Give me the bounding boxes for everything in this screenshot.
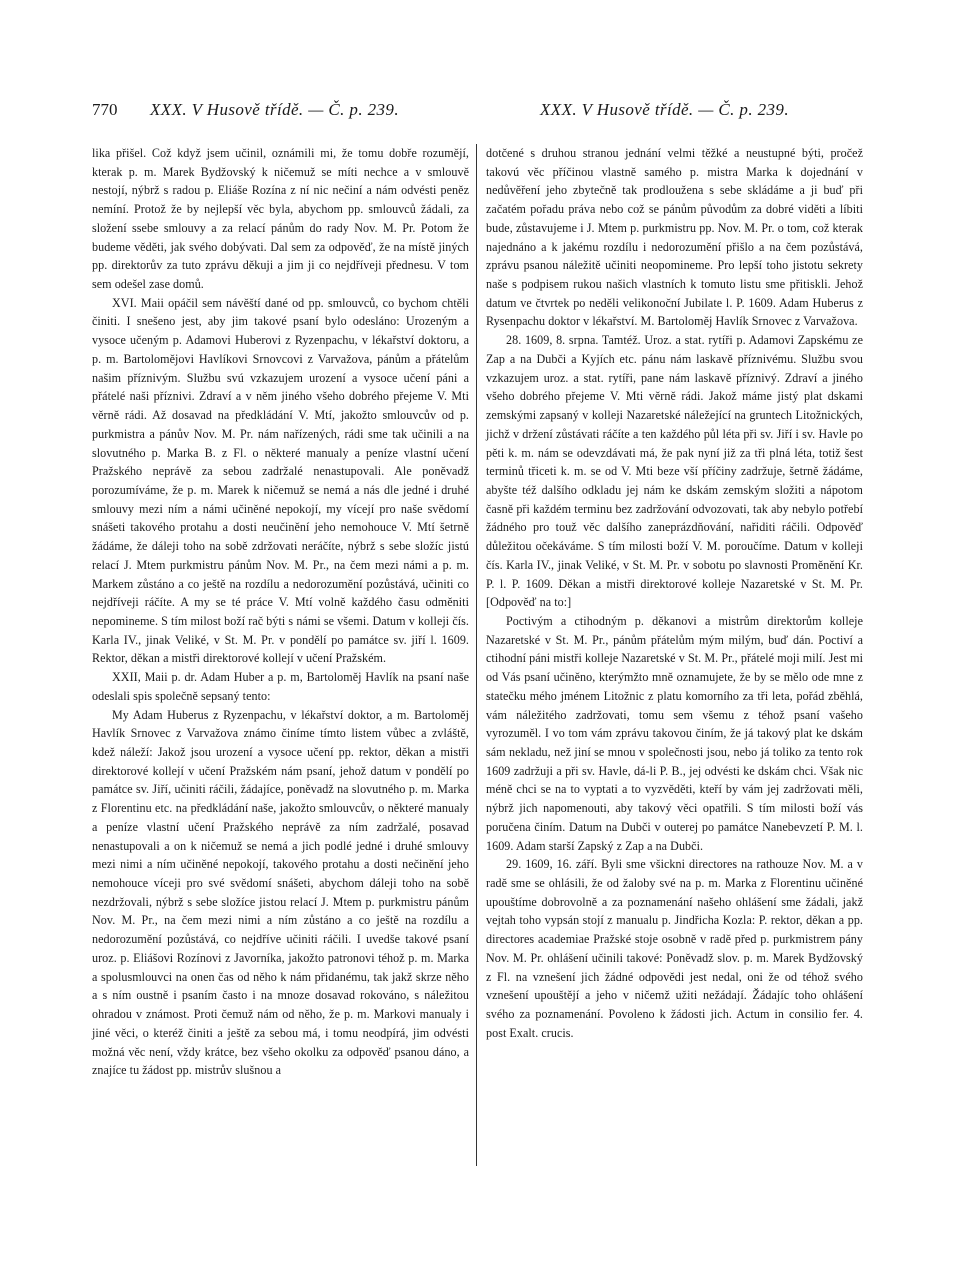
paragraph: 29. 1609, 16. září. Byli sme všickni directores na rathouze Nov. M. a v radě sme se ohlásili, že od žaloby své na p. m. Marka z Florentinu učiněné upouštíme dobrovolně a za poznamenání našeho ohlášení sme žádali, jakž vejtah toho vypsán stojí z manualu p. Jindřicha Kozla: P. rektor, děkan a pp. directores academiae Pražské stoje osobně v radě před p. purkmistrem pány Nov. M. Pr. ohlášení učinili takové: Poněvadž slov. p. m. Marek Bydžovský z Fl. na vznešení jich žádné odpovědi jest nedal, oni že od téhož svého vznešení upouštějí a jeho v ničemž užiti nežádají. Žádajíc toho ohlášení svého za poznamenání. Povoleno k žádosti jich. Actum in consilio fer. 4. post Exalt. crucis.: [486, 857, 863, 1040]
running-header: [0, 100, 960, 130]
left-column: [92, 144, 469, 1080]
paragraph: 28. 1609, 8. srpna. Tamtéž. Uroz. a stat. rytíři p. Adamovi Zapskému ze Zap a na Dubči a Kyjích etc. pánu nám laskavě příznivému. Službu svou vzkazujem uroz. a stat. rytíři, pane nám laskavě příznivý. Zdraví a jiného všeho dobrého přejeme V. Mti věrně rádi. Jakož máme jistý plat dskami zemskými zapsaný v kolleji Nazaretské náležející na gruntech Litožnických, jichž v držení zůstávati ráčíte a ten každého půl léta při sv. Jiří i sv. Havle po pěti k. m. nám se odevzdávati má, že pak nyní již za tři plná léta, totiž šest terminů třiceti k. m. se od V. Mti beze vší příčiny zadržuje, šetrně žádáme, abyšte též dalšího odkladu jej nám ke dskám zemským složiti a nápotom časně při každém terminu bez zadržování odvozovati, tak aby nebylo potřebí žádného pro touž věc dalšího zaneprázdňování, nařiditi ráčili. Odpověď důležitou očekáváme. S tím milosti boží V. M. poroučíme. Datum v kolleji čís. Karla IV., jinak Veliké, v St. M. Pr. v sobotu po slavnosti Proměnění Kr. P. l. P. 1609. Děkan a mistři direktorové kolleje Nazaretské v St. M. Pr. [Odpověď na to:]: [486, 333, 863, 610]
paragraph: dotčené s druhou stranou jednání velmi těžké a neustupné býti, pročež takovú věc příčinou vlastně samého p. mistra Marka k dojednání v nedůvěření jeho zbytečně tak prodloužena s sebe skládáme a ji buď při začatém pořadu práva nebo což se pánům původům za dobré viděti a líbiti bude, zůstavujeme i J. Mtem p. purkmistru pp. Nov. M. Pr. o tom, což kterak najednáno a k jakému rozdílu i nedorozumění přišlo a na čem pozůstává, zprávu psanou náležitě učiniti neopomineme. Pro lepší toho jistotu sekrety naše s podpisem rukou našich vlastních k tomuto listu sme přitiskli. Jehož datum ve čtvrtek po neděli velikonoční Jubilate l. P. 1609. Adam Huberus z Rysenpachu doktor v lékařství. M. Bartoloměj Havlík Srnovec z Varvažova.: [486, 146, 863, 329]
paragraph: Poctivým a ctihodným p. děkanovi a mistrům direktorům kolleje Nazaretské v St. M. Pr., pánům přátelům mým milým, buď dán. Poctiví a ctihodní páni mistři kolleje Nazaretské v St. M. Pr., přátelé moji milí. Jest mi od Vás psaní učiněno, kterýmžto mně oznamujete, že by se mělo ode mne z statečku mého jménem Litožnic z platu komorního za tři leta, pořád zběhlá, vám náležitého zadržovati, tomu sem všemu z téhož psaní vašeho vyrozuměl. I vo tom vám zprávu takovou činím, že já takový plat ke dskám sám nekladu, než jiní se mnou v společnosti jsou, nebo já toliko za tento rok 1609 zadržuji a při sv. Havle, dá-li P. B., jej odvésti ke dskám chci. Však nic méně chci se na to vyptati a to vyzvěděti, kteří by vám jej zadržovati měli, nýbrž jich napomenouti, aby takový věci opatřili. S tím milosti boží vás poručena činím. Datum na Dubči v outerej po památce Nanebevzetí P. M. l. 1609. Adam starší Zapský z Zap a na Dubči.: [486, 613, 863, 853]
left-running-title: XXX. V Husově třídě. — Č. p. 239.: [150, 100, 399, 119]
right-column: [486, 144, 863, 1043]
paragraph: XVI. Maii opáčil sem návěští dané od pp. smlouvců, co bychom chtěli činiti. I snešeno jest, aby jim takové psaní bylo odesláno: Urozeným a vysoce učeným p. Adamovi Huberovi z Ryzenpachu, v lékařství doktoru, a p. m. Bartolomějovi Havlíkovi Srnovcovi z Varvažova, pánům a přátelům našim příznivým. Službu svú vzkazujem urození a vysoce učení páni a přátelé naši příznivi. Zdraví a v něm jiného všeho dobrého přejeme V. Mti věrně rádi. Až dosavad na předkládání V. Mtí, jakožto smlouvcův od p. purkmistra a pánův Nov. M. Pr. nám nařízených, rádi sme tak učinili a na slovutného p. Marka B. z Fl. o některé manualy a peníze vlastní učení Pražského neprávě za sebou zadržalé nenastupovali. Ale poněvadž porozumíváme, že p. m. Marek k ničemuž se nemá a nás dle jedné i druhé smlouvy mezi ním a námi učiněné nepokojí, my vícejí pro naše svědomí snášeti takového protahu a dosti neučinění jeho nemohouce V. Mtí šetrně žádáme, že dáleji toho na sobě zdržovati neráčíte, nýbrž s sebe složíc jistú relací J. Mtem purkmistru pánům Nov. M. Pr., na čem mezi námi a p. m. Markem zůstáno a co ještě na rozdílu a nedorozumění pozůstává, učiniti co nejdříveji ráčíte. A my se té práce V. Mtí volně každého času odměniti nepomineme. S tím milost boží rač býti s námi se všemi. Datum v kolleji čís. Karla IV., jinak Veliké, v St. M. Pr. v pondělí po památce sv. jiří l. 1609. Rektor, děkan a mistři direktorové kollejí v učení Pražském.: [92, 295, 469, 666]
column-divider: [476, 144, 477, 1166]
right-running-title: XXX. V Husově třídě. — Č. p. 239.: [540, 100, 789, 119]
page-number: 770: [92, 100, 118, 119]
paragraph: XXII, Maii p. dr. Adam Huber a p. m, Bartoloměj Havlík na psaní naše odeslali spis společně sepsaný tento:: [92, 670, 469, 703]
paragraph: lika přišel. Což když jsem učinil, oznámili mi, že tomu dobře rozumějí, kterak p. m. Marek Bydžovský k ničemuž se míti nechce a v smlouvě nestojí, nýbrž s radou p. Eliáše Rozína z ní nic nečiní a nám odvésti peněz nemíní. Protož že by nejlepší věc byla, abychom pp. smlouvců žádali, za složení ssebe smlouvy a za relací pánům do rady Nov. M. Pr. Potom že budeme věděti, jak svého dobývati. Dal sem za odpověď, že na místě jiných pp. direktorův za tuto zprávu děkuji a jim ji co nejdříveji přednesu. V tom sem odešel zase domů.: [92, 146, 469, 292]
paragraph: My Adam Huberus z Ryzenpachu, v lékařství doktor, a m. Bartoloměj Havlík Srnovec z Varvažova známo činíme tímto listem vůbec a zvláště, kdež náleží: Jakož jsou urození a vysoce učení pp. rektor, děkan a mistři direktorové kollejí v učení Pražském nám psaní, jehož datum v pondělí po památce sv. Jiří, učiniti ráčili, žádajíce, poněvadž na slovutného p. m. Marka z Florentinu etc. na předkládání naše, jakožto smlouvcův, o některé manualy a peníze vlastní učení Pražského neprávě za ním zadržalé, posavad nenastupovali a on k ničemuž se nemá a jich podlé jedné i druhé smlouvy mezi nimi a ním učiněné nepokojí, takového protahu a dosti nečinění jeho nemohouce víceji pro své svědomí snášeti, abychom dáleji toho na sobě nezdržovali, nýbrž s sebe složíce jistou relací J. Mtem p. purkmistru pánům Nov. M. Pr., na čem mezi nimi a ním zůstáno a co ještě na rozdílu a nedorozumění pozůstává, co nejdříve učiniti ráčili. I uvedše takové psaní uroz. p. Eliášovi Rozínovi z Javorníka, jakožto patronovi téhož p. m. Marka a spolusmlouvci na onen čas od něho k nám přidanému, tak jakž skrze něho a s ním oustně i psaním často i na mnoze dosavad rokováno, s náležitou ohradou v známost. Proti čemuž nám od něho, že p. m. Markovi manualy i jiné věci, o kteréž činiti a ještě za sebou má, i tomu neodpírá, jim odvésti možná věc není, vždy krátce, bez všeho okolku za odpověď psanou dáno, a znajíce tu žádost pp. mistrův slušnou a: [92, 707, 469, 1078]
